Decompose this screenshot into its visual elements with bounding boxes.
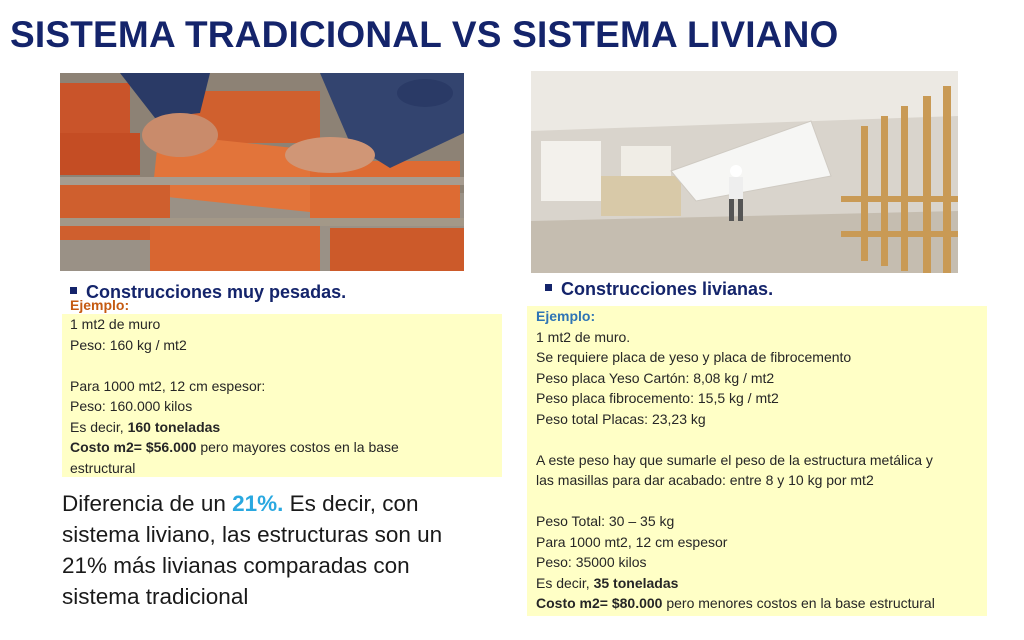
example-line: Peso Total: 30 – 35 kg xyxy=(536,513,675,529)
bullet-light-label: Construcciones livianas. xyxy=(561,279,774,299)
page-title: SISTEMA TRADICIONAL VS SISTEMA LIVIANO xyxy=(10,14,839,55)
lightweight-example-box xyxy=(527,306,987,616)
example-line: Peso: 160 kg / mt2 xyxy=(70,336,187,353)
toneladas-value: 160 toneladas xyxy=(127,418,221,435)
example-line: A este peso hay que sumarle el peso de la estructura metálica y xyxy=(536,451,933,468)
example-line: Para 1000 mt2, 12 cm espesor: xyxy=(70,377,266,394)
difference-prefix: Diferencia de un xyxy=(62,491,233,516)
example-line xyxy=(536,491,987,512)
bullet-heavy-label: Construcciones muy pesadas. xyxy=(86,282,347,302)
example-line: Peso placa fibrocemento: 15,5 kg / mt2 xyxy=(536,390,779,406)
drywall-construction-photo xyxy=(531,71,958,273)
difference-text: Es decir, con sistema liviano, las estructuras son un 21% más livianas comparadas con sistema tradicional xyxy=(62,491,443,609)
toneladas-line xyxy=(536,573,987,594)
example-line: Peso: 160.000 kilos xyxy=(70,398,193,414)
difference-summary xyxy=(62,488,482,612)
costo-note: pero menores costos en la base estructural xyxy=(662,595,935,611)
costo-line-cont: estructural xyxy=(70,459,136,476)
toneladas-prefix: Es decir, xyxy=(536,574,594,591)
toneladas-value: 35 toneladas xyxy=(593,574,679,591)
traditional-example-box xyxy=(62,314,502,477)
example-line: Peso: 35000 kilos xyxy=(536,554,647,570)
example-line: Peso total Placas: 23,23 kg xyxy=(536,410,706,427)
square-bullet-icon xyxy=(70,287,77,294)
example-line xyxy=(70,355,502,376)
costo-line xyxy=(70,437,502,458)
example-line: 1 mt2 de muro xyxy=(70,316,161,332)
difference-percentage: 21%. xyxy=(232,491,284,516)
bullet-light-construction xyxy=(545,279,773,300)
example-line: 1 mt2 de muro. xyxy=(536,328,631,345)
example-line: Se requiere placa de yeso y placa de fibrocemento xyxy=(536,349,852,365)
example-label-traditional: Ejemplo: xyxy=(70,297,130,313)
toneladas-line xyxy=(70,417,502,438)
costo-line xyxy=(536,593,987,614)
costo-value: Costo m2= $56.000 xyxy=(70,439,197,455)
toneladas-prefix: Es decir, xyxy=(70,418,128,435)
example-line: Peso placa Yeso Cartón: 8,08 kg / mt2 xyxy=(536,369,775,386)
brick-wall-photo xyxy=(60,73,464,271)
example-line xyxy=(536,429,987,450)
example-label-lightweight: Ejemplo: xyxy=(536,308,596,324)
costo-value: Costo m2= $80.000 xyxy=(536,595,663,611)
square-bullet-icon xyxy=(545,284,552,291)
costo-note: pero mayores costos en la base xyxy=(196,439,399,455)
example-line: las masillas para dar acabado: entre 8 y 10 kg por mt2 xyxy=(536,472,874,488)
example-line: Para 1000 mt2, 12 cm espesor xyxy=(536,533,728,550)
